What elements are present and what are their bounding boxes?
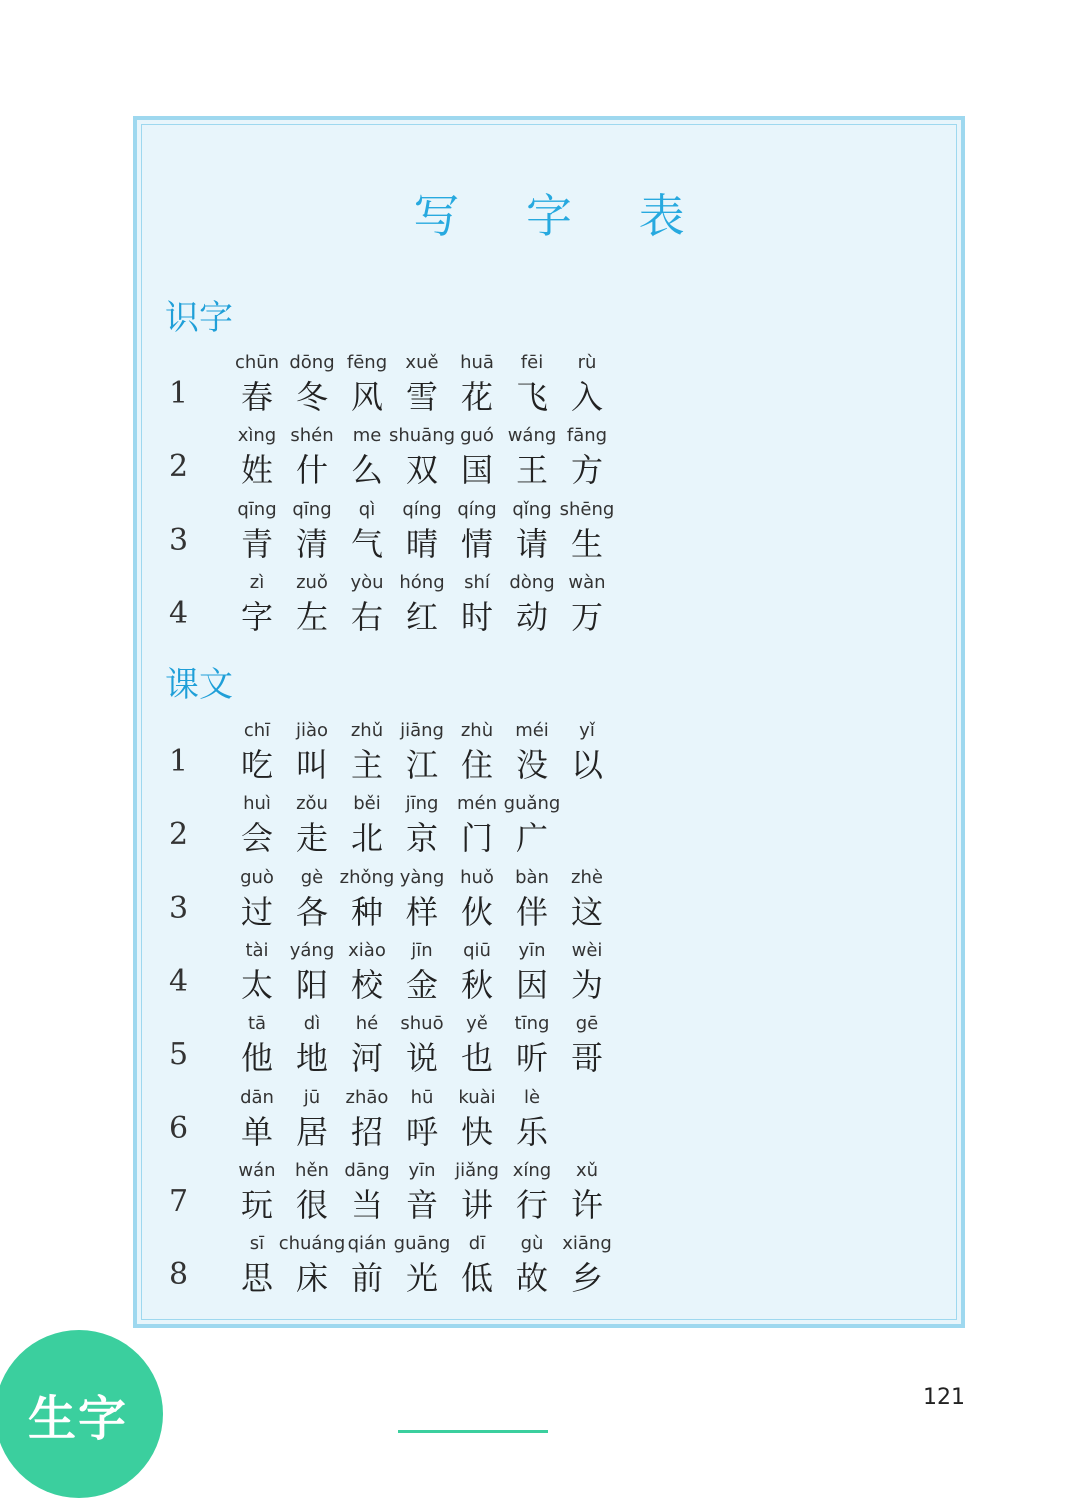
hanzi: 方 bbox=[570, 451, 603, 490]
pinyin: guǎng bbox=[503, 793, 561, 815]
hanzi: 说 bbox=[405, 1039, 438, 1078]
pinyin: kuài bbox=[458, 1086, 496, 1108]
hanzi: 广 bbox=[515, 819, 548, 858]
pinyin: dāng bbox=[344, 1159, 390, 1181]
pinyin: fēi bbox=[520, 352, 544, 373]
hanzi: 姓 bbox=[240, 451, 273, 490]
hanzi: 国 bbox=[460, 451, 493, 490]
character-row bbox=[137, 940, 961, 1010]
hanzi: 叫 bbox=[295, 746, 328, 784]
pinyin: wèi bbox=[571, 939, 603, 961]
pinyin: guāng bbox=[393, 1233, 451, 1255]
character-row bbox=[137, 352, 961, 422]
pinyin: jiào bbox=[295, 720, 329, 741]
hanzi: 什 bbox=[295, 451, 328, 490]
hanzi: 也 bbox=[460, 1039, 493, 1078]
hanzi: 音 bbox=[405, 1185, 438, 1224]
character-row bbox=[137, 425, 961, 495]
row-number: 3 bbox=[169, 890, 189, 926]
hanzi: 么 bbox=[350, 451, 383, 490]
row-number: 7 bbox=[169, 1183, 189, 1219]
pinyin: gù bbox=[520, 1233, 544, 1255]
pinyin: xiāng bbox=[562, 1233, 612, 1255]
character-cell bbox=[557, 1233, 617, 1303]
character-cell bbox=[557, 425, 617, 495]
pinyin: chī bbox=[243, 720, 271, 741]
hanzi: 许 bbox=[570, 1185, 603, 1224]
character-cell bbox=[502, 793, 562, 863]
pinyin: zǒu bbox=[296, 793, 328, 815]
character-row bbox=[137, 1233, 961, 1303]
pinyin: yòu bbox=[350, 571, 384, 593]
character-row bbox=[137, 720, 961, 790]
hanzi: 讲 bbox=[460, 1185, 493, 1224]
pinyin: wán bbox=[238, 1159, 276, 1181]
hanzi: 雪 bbox=[405, 378, 438, 416]
pinyin: qīng bbox=[292, 498, 332, 520]
character-cell bbox=[557, 720, 617, 790]
row-number: 2 bbox=[169, 817, 189, 853]
pinyin: zhè bbox=[571, 866, 603, 888]
row-number: 8 bbox=[169, 1257, 189, 1293]
character-row bbox=[137, 499, 961, 569]
pinyin: zhǒng bbox=[339, 866, 395, 888]
hanzi: 很 bbox=[295, 1185, 328, 1224]
hanzi: 招 bbox=[350, 1112, 383, 1151]
hanzi: 气 bbox=[350, 524, 383, 563]
hanzi: 动 bbox=[515, 597, 548, 636]
pinyin: xíng bbox=[512, 1159, 552, 1181]
pinyin: guó bbox=[460, 425, 494, 447]
pinyin: xiào bbox=[348, 939, 386, 961]
pinyin: wáng bbox=[507, 425, 557, 447]
pinyin: méi bbox=[515, 720, 549, 741]
pinyin: dōng bbox=[289, 352, 335, 373]
pinyin: huā bbox=[460, 352, 494, 373]
hanzi: 风 bbox=[350, 378, 383, 416]
hanzi: 故 bbox=[515, 1259, 548, 1298]
hanzi: 清 bbox=[295, 524, 328, 563]
hanzi: 居 bbox=[295, 1112, 328, 1151]
pinyin: xuě bbox=[405, 352, 439, 373]
hanzi: 样 bbox=[405, 892, 438, 931]
pinyin: xǔ bbox=[575, 1159, 599, 1181]
hanzi: 地 bbox=[295, 1039, 328, 1078]
pinyin: rù bbox=[577, 352, 597, 373]
hanzi: 字 bbox=[240, 597, 273, 636]
hanzi: 他 bbox=[240, 1039, 273, 1078]
hanzi: 京 bbox=[405, 819, 438, 858]
badge-label: 生字 bbox=[28, 1391, 129, 1447]
character-row bbox=[137, 1160, 961, 1230]
hanzi: 万 bbox=[570, 597, 603, 636]
hanzi: 生 bbox=[570, 524, 603, 563]
character-cell bbox=[557, 867, 617, 937]
word-table-frame bbox=[133, 116, 965, 1328]
pinyin: tā bbox=[247, 1013, 267, 1035]
hanzi: 情 bbox=[460, 524, 493, 563]
row-number: 3 bbox=[169, 522, 189, 558]
pinyin: qíng bbox=[402, 498, 442, 520]
hanzi: 吃 bbox=[240, 746, 273, 784]
pinyin: tīng bbox=[514, 1013, 550, 1035]
hanzi: 呼 bbox=[405, 1112, 438, 1151]
pinyin: jīn bbox=[411, 939, 433, 961]
hanzi: 飞 bbox=[515, 378, 548, 416]
hanzi: 玩 bbox=[240, 1185, 273, 1224]
character-row bbox=[137, 793, 961, 863]
hanzi: 左 bbox=[295, 597, 328, 636]
hanzi: 过 bbox=[240, 892, 273, 931]
pinyin: dān bbox=[240, 1086, 274, 1108]
pinyin: yīn bbox=[408, 1159, 436, 1181]
hanzi: 阳 bbox=[295, 965, 328, 1004]
hanzi: 江 bbox=[405, 746, 438, 784]
hanzi: 校 bbox=[350, 965, 383, 1004]
pinyin: fāng bbox=[566, 425, 608, 447]
row-number: 4 bbox=[169, 595, 189, 631]
hanzi: 没 bbox=[515, 746, 548, 784]
hanzi: 乡 bbox=[570, 1259, 603, 1298]
hanzi: 当 bbox=[350, 1185, 383, 1224]
page-title: 写 字 表 bbox=[413, 189, 711, 243]
character-cell bbox=[557, 1160, 617, 1230]
row-number: 6 bbox=[169, 1110, 189, 1146]
pinyin: guò bbox=[240, 866, 274, 888]
hanzi: 乐 bbox=[515, 1112, 548, 1151]
pinyin: zhù bbox=[460, 720, 494, 741]
pinyin: gè bbox=[300, 866, 324, 888]
character-cell bbox=[557, 940, 617, 1010]
pinyin: běi bbox=[353, 793, 381, 815]
hanzi: 王 bbox=[515, 451, 548, 490]
hanzi: 秋 bbox=[460, 965, 493, 1004]
hanzi: 伙 bbox=[460, 892, 493, 931]
hanzi: 各 bbox=[295, 892, 328, 931]
hanzi: 住 bbox=[460, 746, 493, 784]
pinyin: fēng bbox=[346, 352, 388, 373]
hanzi: 主 bbox=[350, 746, 383, 784]
pinyin: hé bbox=[355, 1013, 379, 1035]
row-number: 1 bbox=[169, 744, 189, 779]
pinyin: dì bbox=[303, 1013, 321, 1035]
pinyin: xìng bbox=[237, 425, 277, 447]
pinyin: shēng bbox=[559, 498, 615, 520]
character-cell bbox=[557, 1013, 617, 1083]
pinyin: qián bbox=[347, 1233, 387, 1255]
hanzi: 河 bbox=[350, 1039, 383, 1078]
character-cell bbox=[502, 1087, 562, 1157]
pinyin: zhāo bbox=[345, 1086, 389, 1108]
pinyin: chuáng bbox=[278, 1233, 346, 1255]
hanzi: 伴 bbox=[515, 892, 548, 931]
hanzi: 这 bbox=[570, 892, 603, 931]
pinyin: zuǒ bbox=[296, 571, 328, 593]
pinyin: yǐ bbox=[579, 720, 595, 741]
hanzi: 门 bbox=[460, 819, 493, 858]
pinyin: hóng bbox=[399, 571, 445, 593]
hanzi: 红 bbox=[405, 597, 438, 636]
hanzi: 为 bbox=[570, 965, 603, 1004]
pinyin: jiāng bbox=[400, 720, 444, 741]
hanzi: 太 bbox=[240, 965, 273, 1004]
pinyin: zì bbox=[249, 571, 265, 593]
hanzi: 光 bbox=[405, 1259, 438, 1298]
pinyin: chūn bbox=[234, 352, 280, 373]
hanzi: 快 bbox=[460, 1112, 493, 1151]
hanzi: 北 bbox=[350, 819, 383, 858]
hanzi: 花 bbox=[460, 378, 493, 416]
pinyin: lè bbox=[523, 1086, 541, 1108]
pinyin: qīng bbox=[237, 498, 277, 520]
hanzi: 双 bbox=[405, 451, 438, 490]
character-row bbox=[137, 867, 961, 937]
row-number: 1 bbox=[169, 376, 189, 411]
pinyin: mén bbox=[456, 793, 498, 815]
hanzi: 听 bbox=[515, 1039, 548, 1078]
pinyin: shuāng bbox=[388, 425, 456, 447]
pinyin: tài bbox=[245, 939, 269, 961]
hanzi: 金 bbox=[405, 965, 438, 1004]
pinyin: shuō bbox=[400, 1013, 444, 1035]
pinyin: sī bbox=[249, 1233, 265, 1255]
pinyin: qíng bbox=[457, 498, 497, 520]
pinyin: jīng bbox=[405, 793, 439, 815]
hanzi: 床 bbox=[295, 1259, 328, 1298]
hanzi: 春 bbox=[240, 378, 273, 416]
hanzi: 时 bbox=[460, 597, 493, 636]
pinyin: shén bbox=[290, 425, 334, 447]
pinyin: hěn bbox=[295, 1159, 329, 1181]
hanzi: 入 bbox=[570, 378, 603, 416]
hanzi: 青 bbox=[240, 524, 273, 563]
pinyin: dī bbox=[468, 1233, 486, 1255]
pinyin: wàn bbox=[568, 571, 606, 593]
pinyin: yīn bbox=[518, 939, 546, 961]
row-number: 2 bbox=[169, 449, 189, 485]
hanzi: 前 bbox=[350, 1259, 383, 1298]
pinyin: shí bbox=[464, 571, 490, 593]
pinyin: yáng bbox=[289, 939, 335, 961]
hanzi: 晴 bbox=[405, 524, 438, 563]
pinyin: jiǎng bbox=[455, 1159, 499, 1181]
hanzi: 哥 bbox=[570, 1039, 603, 1078]
hanzi: 思 bbox=[240, 1259, 273, 1298]
pinyin: me bbox=[352, 425, 382, 447]
hanzi: 右 bbox=[350, 597, 383, 636]
pinyin: gē bbox=[575, 1013, 599, 1035]
pinyin: jū bbox=[303, 1086, 321, 1108]
character-cell bbox=[557, 499, 617, 569]
hanzi: 走 bbox=[295, 819, 328, 858]
pinyin: qì bbox=[358, 498, 376, 520]
hanzi: 行 bbox=[515, 1185, 548, 1224]
pinyin: yě bbox=[466, 1013, 488, 1035]
hanzi: 冬 bbox=[295, 378, 328, 416]
section-heading-kewen: 课文 bbox=[165, 665, 233, 705]
hanzi: 请 bbox=[515, 524, 548, 563]
hanzi: 种 bbox=[350, 892, 383, 931]
hanzi: 低 bbox=[460, 1259, 493, 1298]
pinyin: yàng bbox=[399, 866, 445, 888]
hanzi: 会 bbox=[240, 819, 273, 858]
character-row bbox=[137, 1087, 961, 1157]
pinyin: huǒ bbox=[460, 866, 494, 888]
section-heading-shizi: 识字 bbox=[165, 298, 233, 338]
pinyin: qǐng bbox=[512, 498, 552, 520]
pinyin: qiū bbox=[463, 939, 491, 961]
character-cell bbox=[557, 572, 617, 642]
pinyin: huì bbox=[243, 793, 271, 815]
pinyin: bàn bbox=[515, 866, 549, 888]
pinyin: dòng bbox=[509, 571, 555, 593]
pinyin: hū bbox=[410, 1086, 434, 1108]
hanzi: 单 bbox=[240, 1112, 273, 1151]
page-number: 121 bbox=[923, 1385, 965, 1410]
hanzi: 以 bbox=[570, 746, 603, 784]
row-number: 5 bbox=[169, 1037, 189, 1073]
character-cell bbox=[557, 352, 617, 422]
hanzi: 因 bbox=[515, 965, 548, 1004]
character-row bbox=[137, 1013, 961, 1083]
character-row bbox=[137, 572, 961, 642]
row-number: 4 bbox=[169, 963, 189, 999]
pinyin: zhǔ bbox=[350, 720, 384, 741]
